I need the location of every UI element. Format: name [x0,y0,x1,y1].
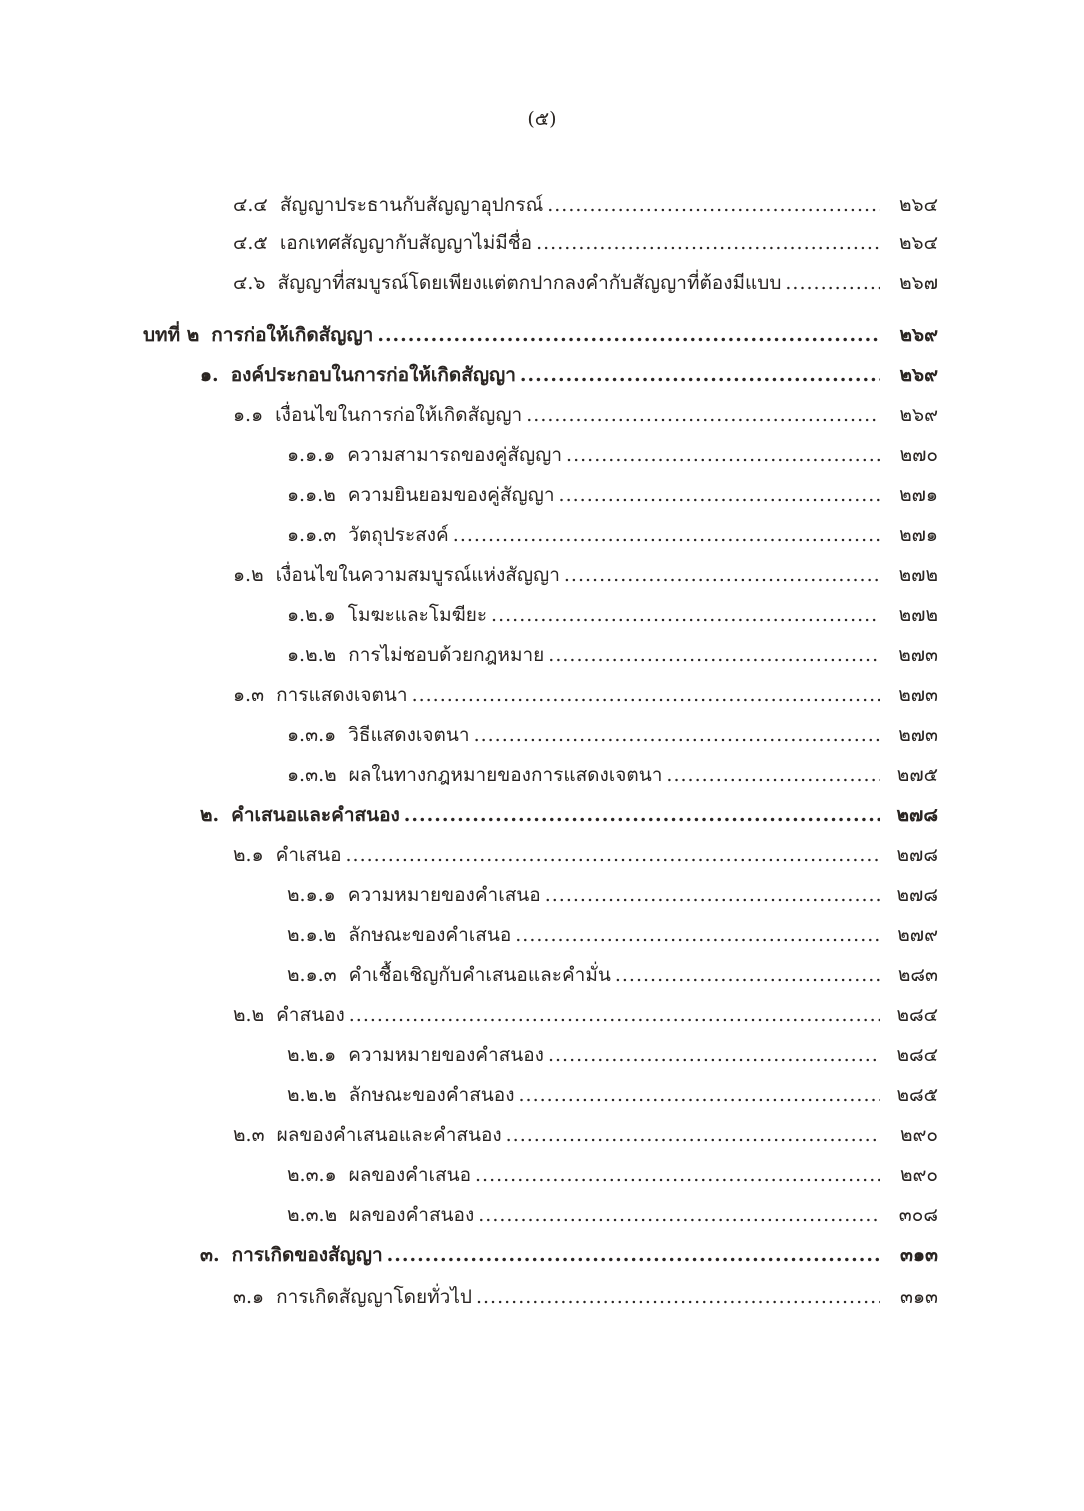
toc-entry-title: โมฆะและโมฆียะ [347,604,488,626]
dot-leader [404,804,880,826]
toc-entry-number: บทที่ ๒ [143,324,200,346]
dot-leader [536,232,880,254]
dot-leader [519,1084,881,1106]
toc-entry-page: ๒๖๗ [899,272,938,294]
toc-entry-number: ๑.๑.๓ [287,524,337,546]
page-number: (๕) [527,108,557,130]
dot-leader [377,324,880,346]
toc-entry [200,360,938,392]
toc-entry [233,680,938,712]
dot-leader [547,194,880,216]
toc-entry-title: ผลของคำสนอง [349,1204,475,1226]
toc-entry-number: ๒.๓.๒ [287,1204,338,1226]
toc-entry [233,400,938,432]
toc-entry-number: ๒.๓ [233,1124,265,1146]
toc-entry [200,800,938,832]
toc-entry-number: ๒.๑ [233,844,264,866]
toc-entry-title: เงื่อนไขในการก่อให้เกิดสัญญา [275,404,523,426]
toc-entry-page: ๒๗๘ [896,844,938,866]
toc-entry-number: ๑. [200,364,219,386]
toc-entry-number: ๑.๓.๒ [287,764,337,786]
dot-leader [526,404,880,426]
toc-entry [287,1160,938,1192]
toc-entry-number: ๑.๑.๒ [287,484,336,506]
toc-entry-title: การแสดงเจตนา [276,684,408,706]
dot-leader [515,924,880,946]
toc-entry-number: ๑.๑.๑ [287,444,336,466]
toc-entry-title: การก่อให้เกิดสัญญา [211,324,374,346]
toc-entry-page: ๒๘๕ [896,1084,938,1106]
toc-entry [143,320,938,352]
toc-entry-title: การเกิดสัญญาโดยทั่วไป [276,1286,472,1308]
toc-entry-number: ๒. [200,804,220,826]
toc-entry [233,560,938,592]
toc-entry-page: ๒๘๔ [896,1044,938,1066]
toc-entry-title: ผลของคำเสนอ [348,1164,471,1186]
toc-entry-page: ๒๗๑ [899,524,938,546]
toc-entry-title: วัตถุประสงค์ [348,524,449,546]
toc-entry-page: ๒๗๕ [896,764,938,786]
toc-entry-title: ลักษณะของคำเสนอ [348,924,512,946]
toc-entry-number: ๓. [200,1244,220,1266]
toc-entry-number: ๔.๖ [233,272,266,294]
toc-entry [287,880,938,912]
toc-entry-title: คำสนอง [276,1004,345,1026]
toc-entry-number: ๒.๑.๓ [287,964,337,986]
toc-entry-number: ๑.๓ [233,684,265,706]
toc-entry-title: คำเสนอและคำสนอง [231,804,400,826]
dot-leader [548,1044,880,1066]
toc-entry-title: องค์ประกอบในการก่อให้เกิดสัญญา [230,364,516,386]
dot-leader [349,1004,880,1026]
dot-leader [474,724,880,746]
toc-entry-title: ผลของคำเสนอและคำสนอง [276,1124,502,1146]
toc-entry-page: ๒๖๔ [899,194,938,216]
toc-entry [287,720,938,752]
toc-entry-page: ๒๗๒ [898,604,938,626]
toc-entry-title: คำเชื้อเชิญกับคำเสนอและคำมั่น [348,964,611,986]
dot-leader [545,884,880,906]
toc-entry-number: ๓.๑ [233,1286,265,1308]
dot-leader [615,964,880,986]
toc-entry-title: ลักษณะของคำสนอง [348,1084,515,1106]
toc-entry [287,480,938,512]
toc-entry-number: ๑.๒.๒ [287,644,337,666]
toc-entry-page: ๒๖๙ [899,404,938,426]
toc-entry [233,1000,938,1032]
dot-leader [666,764,880,786]
toc-entry-title: ความหมายของคำสนอง [348,1044,544,1066]
toc-entry-title: ความสามารถของคู่สัญญา [347,444,563,466]
toc-entry-title: คำเสนอ [275,844,342,866]
dot-leader [548,644,880,666]
dot-leader [476,1286,880,1308]
toc-entry [233,1120,938,1152]
toc-entry [287,920,938,952]
toc-entry-number: ๔.๔ [233,194,268,216]
toc-entry-page: ๒๗๓ [898,684,938,706]
toc-entry-title: สัญญาที่สมบูรณ์โดยเพียงแต่ตกปากลงคำกับสัญญาที่ต้องมีแบบ [277,272,782,294]
toc-entry [233,1282,938,1314]
dot-leader [506,1124,880,1146]
toc-entry-page: ๒๘๓ [897,964,938,986]
toc-entry-number: ๒.๓.๑ [287,1164,337,1186]
toc-entry-number: ๑.๑ [233,404,264,426]
dot-leader [564,564,880,586]
toc-entry [287,1200,938,1232]
toc-entry-page: ๒๗๙ [897,924,938,946]
toc-entry-page: ๒๖๙ [899,364,938,386]
toc-entry-page: ๒๘๔ [896,1004,938,1026]
toc-entry [287,1080,938,1112]
toc-entry [233,228,938,260]
toc-entry-page: ๒๖๔ [899,232,938,254]
toc-entry [287,640,938,672]
toc-entry-page: ๒๗๘ [896,804,938,826]
toc-entry [287,1040,938,1072]
toc-entry-number: ๒.๑.๑ [287,884,336,906]
toc-entry-page: ๓๐๘ [898,1204,938,1226]
toc-entry-page: ๒๗๑ [899,484,938,506]
toc-entry-page: ๒๙๐ [899,1124,938,1146]
toc-entry-page: ๒๗๓ [898,724,938,746]
toc-entry [233,268,938,300]
dot-leader [346,844,881,866]
toc-entry [200,1240,938,1272]
toc-entry-title: เงื่อนไขในความสมบูรณ์แห่งสัญญา [275,564,560,586]
toc-entry-number: ๑.๒ [233,564,264,586]
toc-entry-title: การเกิดของสัญญา [231,1244,383,1266]
toc-entry [287,960,938,992]
toc-entry-title: วิธีแสดงเจตนา [348,724,470,746]
toc-entry [287,760,938,792]
toc-entry [287,600,938,632]
toc-entry-page: ๒๖๙ [899,324,938,346]
toc-entry-number: ๑.๓.๑ [287,724,337,746]
dot-leader [475,1164,880,1186]
toc-entry-title: ความยินยอมของคู่สัญญา [347,484,555,506]
toc-entry-page: ๓๑๓ [899,1244,938,1266]
toc-entry [233,190,938,222]
toc-entry-number: ๔.๕ [233,232,268,254]
toc-entry-number: ๒.๑.๒ [287,924,337,946]
toc-entry [287,440,938,472]
dot-leader [453,524,880,546]
toc-entry-number: ๒.๒ [233,1004,265,1026]
dot-leader [520,364,880,386]
toc-entry-title: เอกเทศสัญญากับสัญญาไม่มีชื่อ [279,232,533,254]
dot-leader [412,684,880,706]
dot-leader [387,1244,880,1266]
toc-entry-number: ๑.๒.๑ [287,604,336,626]
dot-leader [478,1204,880,1226]
toc-entry [233,840,938,872]
dot-leader [785,272,880,294]
toc-entry-page: ๒๗๘ [896,884,938,906]
dot-leader [559,484,880,506]
toc-entry-page: ๒๗๓ [898,644,938,666]
toc-entry-page: ๒๗๒ [898,564,938,586]
toc-entry-title: ความหมายของคำเสนอ [347,884,541,906]
dot-leader [491,604,880,626]
toc-entry-number: ๒.๒.๑ [287,1044,337,1066]
dot-leader [566,444,880,466]
toc-entry-page: ๒๗๐ [899,444,938,466]
toc-entry-title: การไม่ชอบด้วยกฎหมาย [348,644,545,666]
toc-entry-title: สัญญาประธานกับสัญญาอุปกรณ์ [279,194,544,216]
toc-entry-title: ผลในทางกฎหมายของการแสดงเจตนา [348,764,663,786]
toc-entry-page: ๒๙๐ [899,1164,938,1186]
toc-entry [287,520,938,552]
toc-entry-page: ๓๑๓ [899,1286,938,1308]
toc-entry-number: ๒.๒.๒ [287,1084,337,1106]
